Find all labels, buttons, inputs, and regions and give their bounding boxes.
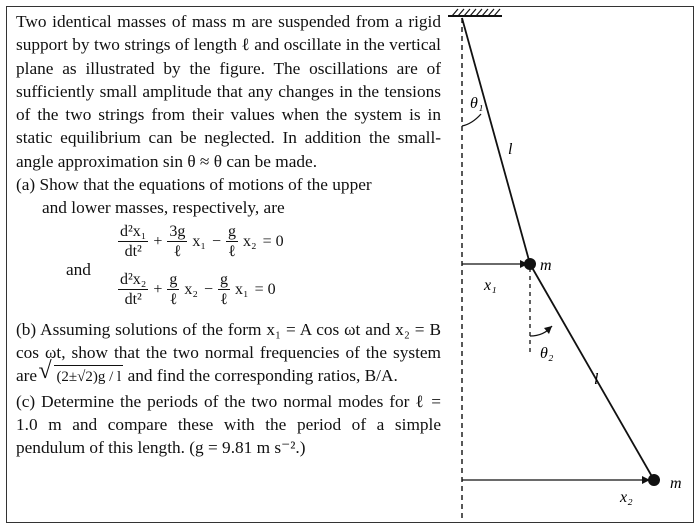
theta2-label: θ₂	[540, 345, 554, 362]
and-label: and	[66, 259, 91, 279]
x2-label: x₂	[620, 489, 633, 506]
lower-string-length-label: l	[594, 371, 599, 388]
equation-upper-mass: $\frac{\text{d²x₁}}{\text{dt²}}$ + $\frac{3g}{\text{ℓ}}$ x₁ − $\frac{g}{\text{ℓ}}$ x₂ = 0	[120, 222, 284, 260]
second-derivative-frac: $\frac{\text{d²x₂}}{\text{dt²}}$	[120, 270, 147, 308]
part-a-line1: (a) Show that the equations of motions of the upper	[16, 175, 372, 195]
coefficient1-frac: $\frac{3g}{\text{ℓ}}$	[169, 222, 186, 260]
part-a-line2: and lower masses, respectively, are	[42, 198, 285, 218]
upper-string-length-label: l	[508, 141, 513, 158]
theta1-label: θ₁	[470, 95, 484, 112]
lower-string	[530, 264, 654, 480]
coefficient1-frac: $\frac{g}{\text{ℓ}}$	[169, 270, 178, 308]
upper-string	[462, 18, 530, 264]
equations-block	[16, 222, 441, 318]
intro-paragraph: Two identical masses of mass m are suspended from a rigid support by two strings of length ℓ and oscillate in the vertical plane as illustrated by the figure. The oscillations are of sufficiently small amplitude that any changes in the tensions of the two strings from their values when the system is in static equilibrium can be neglected. In addition the small-angle approximation sin θ ≈ θ can be made.	[16, 12, 441, 171]
lower-mass-label: m	[670, 475, 682, 492]
ceiling-support	[448, 9, 502, 16]
coefficient2-frac: $\frac{g}{\text{ℓ}}$	[228, 222, 237, 260]
x1-label: x₁	[484, 277, 497, 294]
lower-mass	[648, 474, 660, 486]
part-b: (b) Assuming solutions of the form x₁ = A cos ωt and x₂ = B cos ωt, show that the two normal frequencies of the system are √ (2±√2)g / l and find the corresponding ratios, B/A.	[16, 318, 441, 390]
upper-mass	[524, 258, 536, 270]
theta1-arc	[462, 114, 481, 126]
coefficient2-frac: $\frac{g}{\text{ℓ}}$	[220, 270, 229, 308]
double-pendulum-figure	[448, 6, 692, 522]
upper-mass-label: m	[540, 257, 552, 274]
second-derivative-frac: $\frac{\text{d²x₁}}{\text{dt²}}$	[120, 222, 147, 260]
part-c: (c) Determine the periods of the two normal modes for ℓ = 1.0 m and compare these with the period of a simple pendulum of this length. (g = 9.81 m s⁻².)	[16, 391, 441, 458]
problem-text	[16, 10, 441, 459]
equation-lower-mass: $\frac{\text{d²x₂}}{\text{dt²}}$ + $\frac{g}{\text{ℓ}}$ x₂ − $\frac{g}{\text{ℓ}}$ x₁ = 0	[120, 270, 276, 308]
frequency-sqrt: √ (2±√2)g / l	[44, 364, 123, 389]
